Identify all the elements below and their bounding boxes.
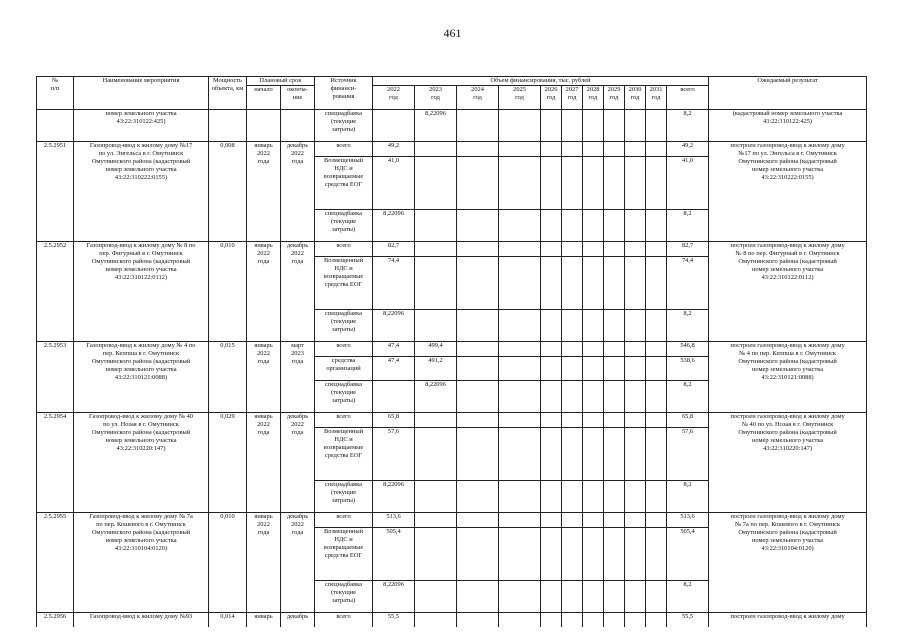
start-cell: январь 2022 года	[247, 513, 281, 613]
end-cell: декабрь 2022 года	[281, 413, 315, 513]
total-cell: 65,8	[667, 413, 709, 428]
year-2023-cell	[415, 581, 457, 613]
year-cell	[415, 613, 457, 628]
year-cell	[625, 428, 646, 481]
end-cell: декабрь 2022 года	[281, 242, 315, 342]
year-2023-cell	[415, 242, 457, 257]
year-cell	[604, 357, 625, 381]
header-end: оконча- ние	[281, 86, 315, 110]
year-cell	[604, 210, 625, 242]
header-year: 2024 год	[457, 86, 499, 110]
year-2023-cell	[415, 528, 457, 581]
year-cell	[562, 142, 583, 157]
year-cell	[457, 157, 499, 210]
table-row-continuation	[37, 110, 867, 142]
num-cell: 2.5.2951	[37, 142, 74, 242]
year-2022-cell: 8,22096	[373, 310, 415, 342]
source-cell: всего	[315, 242, 373, 257]
source-cell: всего	[315, 142, 373, 157]
year-cell	[499, 142, 541, 157]
year-cell	[625, 310, 646, 342]
year-2023-cell	[415, 142, 457, 157]
year-cell	[541, 581, 562, 613]
year-cell	[625, 357, 646, 381]
source-cell: спецнадбавка (текущие затраты)	[315, 481, 373, 513]
year-cell	[541, 110, 562, 142]
table-row	[37, 342, 867, 357]
table-row	[37, 513, 867, 528]
year-2022-cell: 49,2	[373, 142, 415, 157]
year-cell	[457, 257, 499, 310]
total-cell: 546,8	[667, 342, 709, 357]
year-cell	[562, 613, 583, 628]
year-cell	[457, 210, 499, 242]
year-cell	[604, 413, 625, 428]
year-cell	[604, 110, 625, 142]
capacity-cell: 0,029	[209, 413, 247, 513]
num-cell: 2.5.2956	[37, 613, 74, 628]
year-2022-cell: 65,8	[373, 413, 415, 428]
capacity-cell: 0,010	[209, 513, 247, 613]
year-cell	[457, 428, 499, 481]
total-cell: 505,4	[667, 528, 709, 581]
year-cell	[604, 528, 625, 581]
year-cell	[457, 342, 499, 357]
year-cell	[625, 513, 646, 528]
year-cell	[646, 310, 667, 342]
source-cell: Возмещенный НДС и возвращаемые средства ЕОГ	[315, 528, 373, 581]
result-cell: построен газопровод-ввод к жилому дому № 40 по ул. Нозая в г. Омутнинск Омутнинского района (кадастровый номер земельного участка 43:22:310220:147)	[709, 413, 867, 513]
year-cell	[625, 528, 646, 581]
year-cell	[646, 428, 667, 481]
year-2022-cell: 8,22096	[373, 210, 415, 242]
year-cell	[499, 242, 541, 257]
year-cell	[604, 613, 625, 628]
source-cell: спецнадбавка (текущие затраты)	[315, 110, 373, 142]
year-cell	[457, 381, 499, 413]
year-2022-cell: 41,0	[373, 157, 415, 210]
year-cell	[646, 357, 667, 381]
year-cell	[604, 513, 625, 528]
year-2022-cell: 47,4	[373, 342, 415, 357]
header-year: 2031 год	[646, 86, 667, 110]
year-cell	[583, 413, 604, 428]
year-cell	[457, 581, 499, 613]
year-cell	[583, 157, 604, 210]
year-2022-cell: 55,5	[373, 613, 415, 628]
year-cell	[457, 242, 499, 257]
name-cell: Газопровод-ввод к жилому дому № 4 по пер. Кеппша в г. Омутнинск Омутнинского района (кадастровый номер земельного участка 43:22:310121:0088)	[74, 342, 209, 413]
year-cell	[499, 310, 541, 342]
header-year: 2023 год	[415, 86, 457, 110]
year-2023-cell: 491,2	[415, 357, 457, 381]
year-2023-cell: 8,22096	[415, 110, 457, 142]
year-cell	[625, 342, 646, 357]
end-cell: декабрь 2022 года	[281, 142, 315, 242]
year-cell	[499, 481, 541, 513]
source-cell: спецнадбавка (текущие затраты)	[315, 581, 373, 613]
year-cell	[457, 357, 499, 381]
year-cell	[499, 342, 541, 357]
name-cell: Газопровод-ввод к жилому дому № 8 по пер. Фигурный в г. Омутнинск Омутнинского района (кадастровый номер земельного участка 43:22:310122:0112)	[74, 242, 209, 342]
year-cell	[625, 581, 646, 613]
year-cell	[583, 357, 604, 381]
year-cell	[541, 157, 562, 210]
year-cell	[541, 428, 562, 481]
year-2023-cell	[415, 157, 457, 210]
total-cell: 57,6	[667, 428, 709, 481]
table-row	[37, 613, 867, 628]
header-year: 2025 год	[499, 86, 541, 110]
year-cell	[583, 613, 604, 628]
year-cell	[562, 257, 583, 310]
year-cell	[646, 142, 667, 157]
year-2022-cell: 505,4	[373, 528, 415, 581]
year-cell	[604, 310, 625, 342]
table-row	[37, 413, 867, 428]
year-2023-cell: 8,22096	[415, 381, 457, 413]
year-2023-cell	[415, 428, 457, 481]
year-cell	[604, 257, 625, 310]
year-cell	[541, 257, 562, 310]
name-cell: Газопровод-ввод к жилому дому № 7а по пер. Кошевого в г. Омутнинск Омутнинского района (кадастровый номер земельного участка 43:22:310104:0120)	[74, 513, 209, 613]
start-cell: январь	[247, 613, 281, 628]
header-start: начало	[247, 86, 281, 110]
capacity-cell: 0,008	[209, 142, 247, 242]
year-cell	[541, 210, 562, 242]
header-year: 2029 год	[604, 86, 625, 110]
total-cell: 8,2	[667, 310, 709, 342]
num-cell: 2.5.2954	[37, 413, 74, 513]
result-cell: построен газопровод-ввод к жилому дому № 8 по пер. Фигурный в г. Омутнинск Омутнинского района (кадастровый номер земельного участка 43:22:310122:0112)	[709, 242, 867, 342]
source-cell: Возмещенный НДС и возвращаемые средства ЕОГ	[315, 257, 373, 310]
num-cell: 2.5.2953	[37, 342, 74, 413]
year-cell	[604, 242, 625, 257]
capacity-cell: 0,014	[209, 613, 247, 628]
year-cell	[541, 142, 562, 157]
year-cell	[583, 428, 604, 481]
year-cell	[583, 342, 604, 357]
year-cell	[583, 513, 604, 528]
year-2022-cell: 8,22096	[373, 581, 415, 613]
year-cell	[646, 613, 667, 628]
year-cell	[604, 342, 625, 357]
end-cell: декабрь	[281, 613, 315, 628]
year-cell	[562, 242, 583, 257]
total-cell: 74,4	[667, 257, 709, 310]
year-cell	[499, 210, 541, 242]
header-result: Ожидаемый результат	[709, 77, 867, 110]
start-cell	[247, 110, 281, 142]
end-cell: март 2023 года	[281, 342, 315, 413]
header-year: 2028 год	[583, 86, 604, 110]
result-cell: построен газопровод-ввод к жилому дому №17 по ул. Энгельса в г. Омутнинск Омутнинского района (кадастровый номер земельного участка 43:22:310222:0155)	[709, 142, 867, 242]
year-cell	[562, 381, 583, 413]
year-cell	[646, 513, 667, 528]
capacity-cell: 0,015	[209, 342, 247, 413]
year-cell	[604, 481, 625, 513]
header-term: Плановый срок	[247, 77, 315, 86]
page-number: 461	[443, 26, 462, 40]
num-cell: 2.5.2952	[37, 242, 74, 342]
year-cell	[457, 413, 499, 428]
year-cell	[541, 481, 562, 513]
year-cell	[646, 342, 667, 357]
year-cell	[562, 428, 583, 481]
year-cell	[499, 157, 541, 210]
name-cell: Газопровод-ввод к жилому дому №93	[74, 613, 209, 628]
capacity-cell: 0,010	[209, 242, 247, 342]
source-cell: средства организаций	[315, 357, 373, 381]
year-cell	[562, 342, 583, 357]
result-cell: построен газопровод-ввод к жилому дому № 4 по пер. Кеппша в г. Омутнинск Омутнинского района (кадастровый номер земельного участка 43:22:310121:0088)	[709, 342, 867, 413]
source-cell: всего	[315, 413, 373, 428]
total-cell: 8,2	[667, 210, 709, 242]
year-cell	[541, 413, 562, 428]
year-cell	[625, 613, 646, 628]
year-cell	[625, 210, 646, 242]
year-cell	[583, 110, 604, 142]
year-cell	[499, 110, 541, 142]
year-cell	[562, 413, 583, 428]
total-cell: 8,2	[667, 481, 709, 513]
start-cell: январь 2022 года	[247, 142, 281, 242]
year-cell	[541, 242, 562, 257]
year-2023-cell: 499,4	[415, 342, 457, 357]
year-cell	[457, 110, 499, 142]
source-cell: спецнадбавка (текущие затраты)	[315, 381, 373, 413]
year-cell	[541, 613, 562, 628]
name-cell: Газопровод-ввод к жилому дому № 40 по ул. Нозая в г. Омутнинск Омутнинского района (кадастровый номер земельного участка 43:22:310220:147)	[74, 413, 209, 513]
year-cell	[625, 142, 646, 157]
header-capacity: Мощность объекта, км	[209, 77, 247, 110]
year-cell	[625, 257, 646, 310]
year-cell	[583, 381, 604, 413]
year-cell	[604, 428, 625, 481]
year-cell	[562, 481, 583, 513]
source-cell: всего	[315, 342, 373, 357]
year-cell	[457, 528, 499, 581]
header-year: 2027 год	[562, 86, 583, 110]
name-cell: номер земельного участка 43:22:310122:425)	[74, 110, 209, 142]
year-cell	[457, 142, 499, 157]
year-cell	[499, 613, 541, 628]
year-2022-cell: 513,6	[373, 513, 415, 528]
header-year: 2022 год	[373, 86, 415, 110]
year-cell	[646, 581, 667, 613]
source-cell: Возмещенный НДС и возвращаемые средства ЕОГ	[315, 428, 373, 481]
year-2022-cell: 74,4	[373, 257, 415, 310]
year-cell	[499, 381, 541, 413]
year-cell	[499, 257, 541, 310]
year-cell	[457, 481, 499, 513]
year-cell	[541, 310, 562, 342]
year-2022-cell: 8,22096	[373, 481, 415, 513]
year-2022-cell	[373, 381, 415, 413]
year-cell	[562, 110, 583, 142]
year-cell	[604, 157, 625, 210]
source-cell: всего	[315, 613, 373, 628]
year-cell	[457, 310, 499, 342]
year-cell	[646, 210, 667, 242]
year-cell	[457, 513, 499, 528]
year-cell	[541, 528, 562, 581]
table-header	[37, 77, 867, 110]
year-2022-cell: 47,4	[373, 357, 415, 381]
source-cell: спецнадбавка (текущие затраты)	[315, 210, 373, 242]
year-2023-cell	[415, 481, 457, 513]
year-cell	[646, 528, 667, 581]
year-cell	[562, 157, 583, 210]
start-cell: январь 2022 года	[247, 242, 281, 342]
year-cell	[625, 157, 646, 210]
name-cell: Газопровод-ввод к жилому дому №17 по ул. Энгельса в г. Омутнинск Омутнинского района (кадастровый номер земельного участка 43:22:310222:0155)	[74, 142, 209, 242]
year-cell	[583, 310, 604, 342]
year-2023-cell	[415, 513, 457, 528]
year-cell	[499, 413, 541, 428]
header-year: 2030 год	[625, 86, 646, 110]
result-cell: построен газопровод-ввод к жилому дому	[709, 613, 867, 628]
year-cell	[625, 413, 646, 428]
year-cell	[499, 428, 541, 481]
year-cell	[604, 381, 625, 413]
source-cell: Возмещенный НДС и возвращаемые средства ЕОГ	[315, 157, 373, 210]
year-cell	[562, 513, 583, 528]
year-cell	[499, 528, 541, 581]
year-2023-cell	[415, 257, 457, 310]
year-cell	[562, 581, 583, 613]
year-2023-cell	[415, 310, 457, 342]
capacity-cell	[209, 110, 247, 142]
num-cell	[37, 110, 74, 142]
year-2022-cell: 57,6	[373, 428, 415, 481]
start-cell: январь 2022 года	[247, 342, 281, 413]
year-2022-cell	[373, 110, 415, 142]
year-cell	[625, 110, 646, 142]
total-cell: 513,6	[667, 513, 709, 528]
total-cell: 82,7	[667, 242, 709, 257]
year-cell	[583, 242, 604, 257]
year-cell	[583, 481, 604, 513]
year-cell	[541, 381, 562, 413]
year-cell	[541, 357, 562, 381]
total-cell: 55,5	[667, 613, 709, 628]
total-cell: 8,2	[667, 110, 709, 142]
year-2023-cell	[415, 210, 457, 242]
end-cell	[281, 110, 315, 142]
year-cell	[604, 142, 625, 157]
year-cell	[646, 110, 667, 142]
source-cell: спецнадбавка (текущие затраты)	[315, 310, 373, 342]
num-cell: 2.5.2955	[37, 513, 74, 613]
year-cell	[583, 581, 604, 613]
year-cell	[457, 613, 499, 628]
year-cell	[541, 513, 562, 528]
year-cell	[646, 242, 667, 257]
year-cell	[625, 381, 646, 413]
year-2023-cell	[415, 413, 457, 428]
year-cell	[541, 342, 562, 357]
header-num: № п/п	[37, 77, 74, 110]
year-cell	[562, 310, 583, 342]
year-cell	[499, 357, 541, 381]
total-cell: 49,2	[667, 142, 709, 157]
table-body	[37, 110, 867, 628]
start-cell: январь 2022 года	[247, 413, 281, 513]
result-cell: построен газопровод-ввод к жилому дому № 7а по пер. Кошевого в г. Омутнинск Омутнинского района (кадастровый номер земельного участка 43:22:310104:0120)	[709, 513, 867, 613]
header-year: 2026 год	[541, 86, 562, 110]
year-cell	[562, 528, 583, 581]
year-cell	[562, 357, 583, 381]
table-row	[37, 142, 867, 157]
total-cell: 8,2	[667, 581, 709, 613]
year-cell	[499, 581, 541, 613]
result-cell: (кадастровый номер земельного участка 43:22:310122:425)	[709, 110, 867, 142]
year-cell	[583, 210, 604, 242]
header-source: Источник финанси- рования	[315, 77, 373, 110]
year-cell	[625, 481, 646, 513]
year-cell	[499, 513, 541, 528]
year-cell	[646, 257, 667, 310]
year-cell	[646, 413, 667, 428]
year-cell	[583, 257, 604, 310]
year-cell	[646, 157, 667, 210]
header-total: всего	[667, 86, 709, 110]
year-cell	[583, 142, 604, 157]
header-name: Наименование мероприятия	[74, 77, 209, 110]
year-cell	[646, 481, 667, 513]
year-2022-cell: 82,7	[373, 242, 415, 257]
year-cell	[583, 528, 604, 581]
financing-table	[36, 76, 867, 627]
year-cell	[604, 581, 625, 613]
end-cell: декабрь 2022 года	[281, 513, 315, 613]
total-cell: 538,6	[667, 357, 709, 381]
total-cell: 8,2	[667, 381, 709, 413]
year-cell	[562, 210, 583, 242]
header-volume: Объем финансирования, тыс. рублей	[373, 77, 709, 86]
source-cell: всего	[315, 513, 373, 528]
year-cell	[625, 242, 646, 257]
year-cell	[646, 381, 667, 413]
table-row	[37, 242, 867, 257]
total-cell: 41,0	[667, 157, 709, 210]
